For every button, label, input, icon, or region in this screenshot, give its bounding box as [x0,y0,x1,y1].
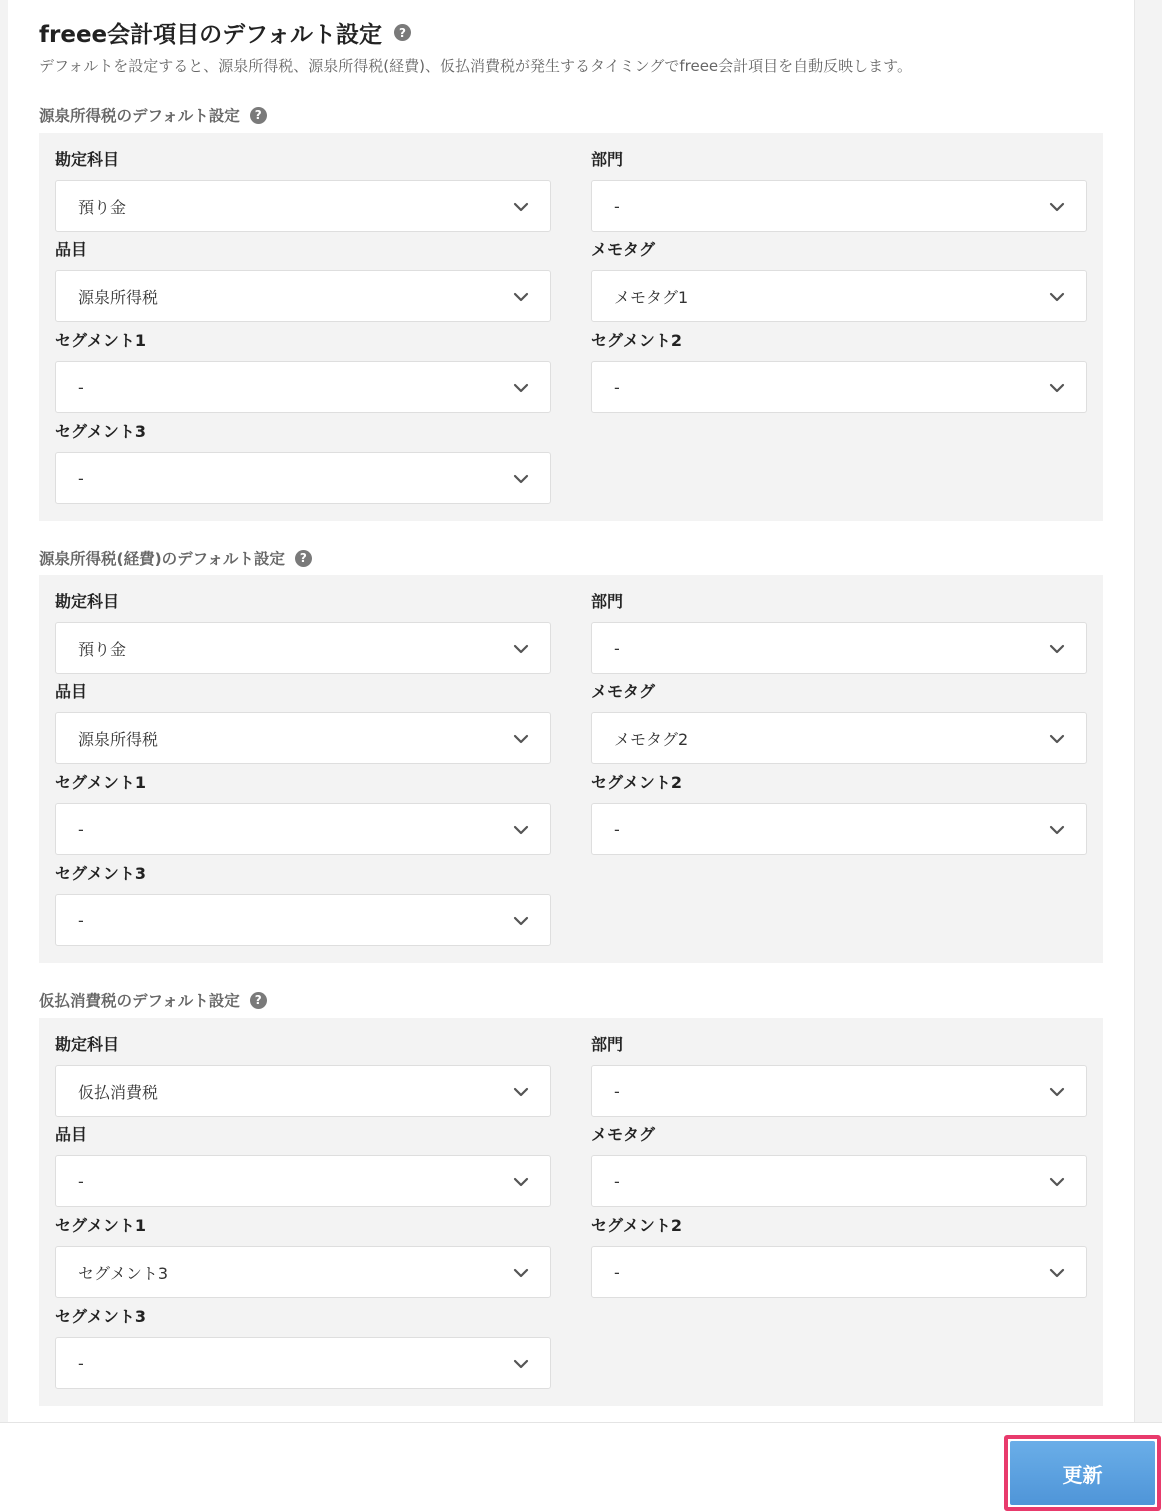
segment2-select[interactable] [591,361,1087,413]
select-value: セグメント3 [78,1263,169,1283]
account-select[interactable] [55,180,551,232]
chevron-down-icon [1048,198,1066,216]
item-select[interactable] [55,1155,551,1207]
field-label: 勘定科目 [55,1035,120,1054]
field-label: 勘定科目 [55,592,120,611]
field-segment2 [591,330,1087,413]
field-segment2 [591,772,1087,855]
memo-tag-select[interactable] [591,712,1087,764]
update-button[interactable]: 更新 [1010,1441,1155,1505]
page-title [39,16,411,49]
chevron-down-icon [512,912,530,930]
select-value: メモタグ1 [614,287,689,307]
chevron-down-icon [512,1173,530,1191]
page-title-text: freee会計項目のデフォルト設定 [39,22,382,48]
section-panel-provisional-tax [39,1018,1103,1406]
select-value: - [78,468,84,488]
field-label: セグメント2 [591,773,682,792]
field-label: セグメント1 [55,773,146,792]
segment1-select[interactable] [55,1246,551,1298]
right-gutter [1134,0,1162,1422]
field-label: セグメント3 [55,1307,146,1326]
select-value: - [614,1171,620,1191]
field-label: 品目 [55,1125,88,1144]
section-title-withholding-expense [39,547,312,569]
chevron-down-icon [512,1355,530,1373]
select-value: - [614,1262,620,1282]
item-select[interactable] [55,712,551,764]
section-panel-withholding-expense [39,575,1103,963]
select-value: - [614,638,620,658]
left-gutter [0,0,8,1422]
field-item [55,681,551,764]
field-segment1 [55,772,551,855]
footer-bar [0,1422,1162,1512]
settings-content [8,0,1134,1422]
section-title-withholding [39,104,267,126]
chevron-down-icon [1048,1264,1066,1282]
section-title-text: 仮払消費税のデフォルト設定 [39,992,240,1010]
chevron-down-icon [512,730,530,748]
field-department [591,591,1087,674]
field-segment2 [591,1215,1087,1298]
department-select[interactable] [591,1065,1087,1117]
help-icon[interactable]: ? [295,550,312,567]
chevron-down-icon [512,198,530,216]
memo-tag-select[interactable] [591,1155,1087,1207]
help-icon[interactable]: ? [250,992,267,1009]
chevron-down-icon [1048,730,1066,748]
section-title-text: 源泉所得税のデフォルト設定 [39,107,240,125]
department-select[interactable] [591,180,1087,232]
field-segment3 [55,863,551,946]
field-label: 品目 [55,682,88,701]
account-select[interactable] [55,1065,551,1117]
field-label: 部門 [591,592,624,611]
chevron-down-icon [512,1083,530,1101]
chevron-down-icon [512,1264,530,1282]
field-label: 部門 [591,1035,624,1054]
segment1-select[interactable] [55,803,551,855]
account-select[interactable] [55,622,551,674]
field-department [591,1034,1087,1117]
memo-tag-select[interactable] [591,270,1087,322]
field-label: 勘定科目 [55,150,120,169]
field-label: 部門 [591,150,624,169]
field-segment1 [55,330,551,413]
chevron-down-icon [1048,821,1066,839]
segment3-select[interactable] [55,894,551,946]
field-item [55,239,551,322]
field-memo-tag [591,239,1087,322]
field-segment3 [55,421,551,504]
select-value: - [614,196,620,216]
chevron-down-icon [512,640,530,658]
field-label: メモタグ [591,1125,656,1144]
chevron-down-icon [1048,1083,1066,1101]
section-title-provisional-tax [39,989,267,1011]
chevron-down-icon [1048,640,1066,658]
segment3-select[interactable] [55,1337,551,1389]
chevron-down-icon [1048,288,1066,306]
field-account [55,149,551,232]
field-segment1 [55,1215,551,1298]
field-label: 品目 [55,240,88,259]
section-panel-withholding [39,133,1103,521]
section-title-text: 源泉所得税(経費)のデフォルト設定 [39,550,285,568]
field-account [55,1034,551,1117]
field-label: メモタグ [591,240,656,259]
segment2-select[interactable] [591,803,1087,855]
chevron-down-icon [512,288,530,306]
field-label: セグメント3 [55,864,146,883]
page-description: デフォルトを設定すると、源泉所得税、源泉所得税(経費)、仮払消費税が発生するタイミングでfreee会計項目を自動反映します。 [39,57,912,75]
chevron-down-icon [512,821,530,839]
select-value: メモタグ2 [614,729,689,749]
select-value: 源泉所得税 [78,287,159,307]
select-value: 預り金 [78,197,127,217]
select-value: 預り金 [78,639,127,659]
field-segment3 [55,1306,551,1389]
chevron-down-icon [1048,1173,1066,1191]
item-select[interactable] [55,270,551,322]
field-memo-tag [591,681,1087,764]
select-value: - [614,1081,620,1101]
segment2-select[interactable] [591,1246,1087,1298]
field-item [55,1124,551,1207]
select-value: - [78,377,84,397]
select-value: - [78,819,84,839]
field-account [55,591,551,674]
field-label: セグメント2 [591,1216,682,1235]
field-department [591,149,1087,232]
field-label: セグメント1 [55,1216,146,1235]
select-value: - [78,1171,84,1191]
field-memo-tag [591,1124,1087,1207]
help-icon[interactable]: ? [250,107,267,124]
select-value: - [614,377,620,397]
select-value: - [78,1353,84,1373]
chevron-down-icon [1048,379,1066,397]
segment3-select[interactable] [55,452,551,504]
select-value: - [614,819,620,839]
select-value: 仮払消費税 [78,1082,159,1102]
field-label: セグメント1 [55,331,146,350]
chevron-down-icon [512,379,530,397]
select-value: 源泉所得税 [78,729,159,749]
chevron-down-icon [512,470,530,488]
field-label: セグメント2 [591,331,682,350]
segment1-select[interactable] [55,361,551,413]
department-select[interactable] [591,622,1087,674]
select-value: - [78,910,84,930]
help-icon[interactable]: ? [394,24,411,41]
field-label: セグメント3 [55,422,146,441]
field-label: メモタグ [591,682,656,701]
